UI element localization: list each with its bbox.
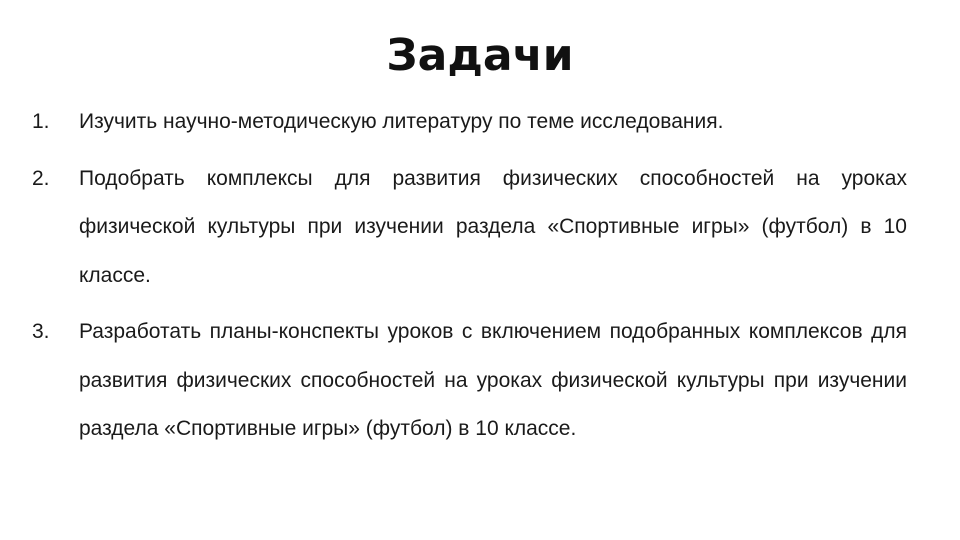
task-item-2 [32,155,907,301]
task-item-1 [32,98,907,147]
task-text: Разработать планы-конспекты уроков с включением подобранных комплексов для развития физических способностей на уроках физической культуры при изучении раздела «Спортивные игры» (футбол) в 10 классе. [79,320,907,440]
task-text: Подобрать комплексы для развития физических способностей на уроках физической культуры при изучении раздела «Спортивные игры» (футбол) в 10 классе. [79,166,907,287]
task-number: 2. [32,166,50,190]
task-number: 3. [32,320,50,343]
task-text: Изучить научно-методическую литературу по теме исследования. [79,110,724,133]
task-number: 1. [32,110,50,133]
task-list [32,98,907,462]
slide-title: Задачи [386,30,574,81]
task-item-3 [32,308,907,454]
